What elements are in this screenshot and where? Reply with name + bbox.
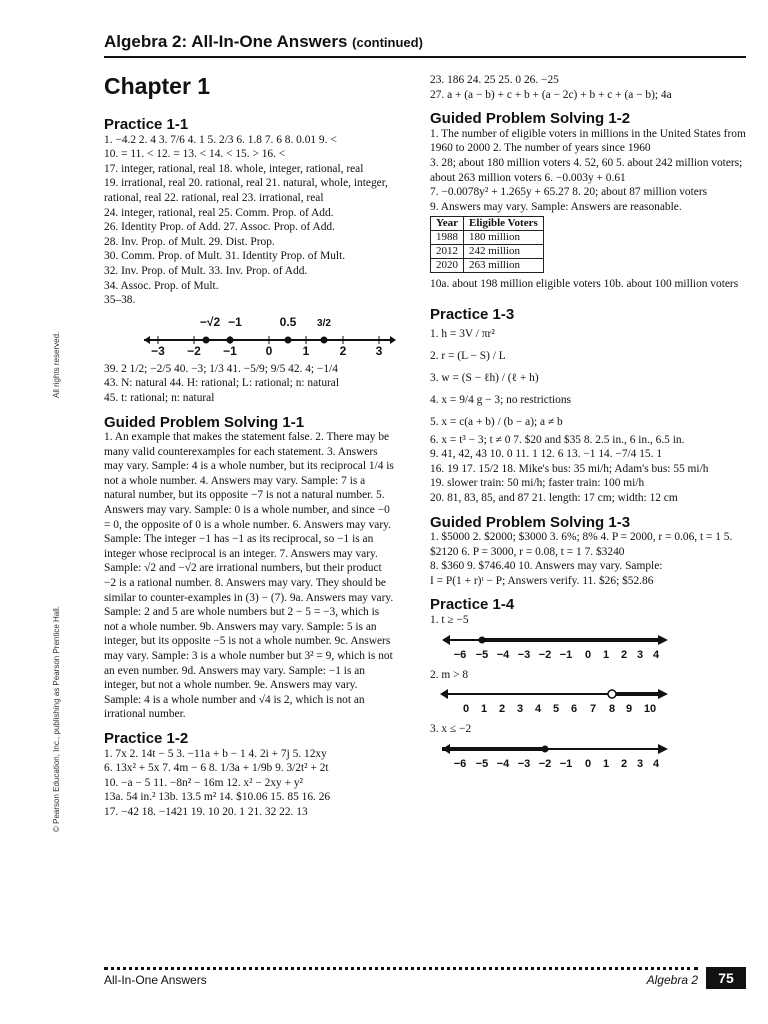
- answer-line: 6. 13x² + 5x 7. 4m − 6 8. 1/3a + 1/9b 9. 3/2t² + 2t: [104, 762, 329, 775]
- table-row: [431, 245, 544, 259]
- answer-line: 5. x = c(a + b) / (b − a); a ≠ b: [430, 415, 563, 428]
- answer-line: 19. slower train: 50 mi/h; faster train: 100 mi/h: [430, 477, 645, 490]
- footer-course: Algebra 2: [646, 973, 698, 987]
- answer-line: 28. Inv. Prop. of Mult. 29. Dist. Prop.: [104, 235, 275, 248]
- tick-label: 9: [625, 703, 633, 716]
- section-title-gps-1-1: Guided Problem Solving 1-1: [104, 413, 305, 431]
- copyright-notice: © Pearson Education, Inc., publishing as Pearson Prentice Hall.: [52, 605, 61, 832]
- tick-label: −2: [538, 648, 552, 661]
- section-title-practice-1-1: Practice 1-1: [104, 116, 189, 133]
- answer-line: 3. w = (S − ℓh) / (ℓ + h): [430, 371, 539, 384]
- answer-line: 3. 28; about 180 million voters 4. 52, 60 5. about 242 million voters; about 263 million voters 6. −0.003y + 0.61: [430, 156, 743, 184]
- answer-line: 9. Answers may vary. Sample: Answers are reasonable.: [430, 200, 682, 213]
- tick-label: 4: [652, 648, 660, 661]
- tick-label: 3: [636, 648, 644, 661]
- left-column: [104, 118, 396, 820]
- tick-label: 1: [602, 648, 610, 661]
- answer-line: 4. x = 9/4 g − 3; no restrictions: [430, 393, 571, 406]
- table-row: [431, 259, 544, 273]
- footer-dotted-rule: [104, 967, 698, 970]
- table-cell: 2012: [431, 245, 464, 259]
- header-rule: [104, 56, 746, 58]
- answer-line: 34. Assoc. Prop. of Mult.: [104, 279, 219, 292]
- answer-line: 24. integer, rational, real 25. Comm. Prop. of Add.: [104, 206, 334, 219]
- header-title: Algebra 2: All-In-One Answers: [104, 32, 348, 51]
- tick-label: 5: [552, 703, 560, 716]
- tick-label: 1: [302, 343, 310, 356]
- answer-line: 1. h = 3V / πr²: [430, 327, 495, 340]
- answer-paragraph: 1. An example that makes the statement false. 2. There may be many valid counterexamples for each statement. 3. Answers may vary. Sample: 4 is a whole number, but its reciprocal 1/4 is not a whole number. 4. Answers may vary. Sample: 7 is a natural number, but its opposite −7 is not a natural number. 5. Answers may vary. Sample: 0 is a whole number, and since −0 = 0, the opposite of 0 is a whole number. 6. Answers may vary. Sample: The integer −1 has −1 as its reciprocal, so −1 is an integer whose reciprocal is an integer. 7. Answers may vary. Sample: √2 and −√2 are irrational numbers, but their product −2 is a rational number. 8. Answers may vary. They should be similar to counter-examples in (3) − (7). 9a. Answers may vary. Sample: 2 and 5 are whole numbers but 2 − 5 = −3, which is not a whole number. 9b. Answers may vary. Sample: 5 is an integer, but its opposite −5 is not a whole number. 9c. Answers may vary. Sample: 3 is a whole number but 3² = 9, which is not an even number. 9d. Answers may vary. Sample: −1 is an integer, but not a whole number. 9e. Answers may vary. Sample: 4 is a whole number and √4 is 2, which is not an irrational number.: [104, 431, 394, 721]
- answer-line: 7. −0.0078y² + 1.265y + 65.27 8. 20; about 87 million voters: [430, 186, 708, 199]
- point-label: 0.5: [279, 314, 297, 329]
- answer-line: 10a. about 198 million eligible voters 10b. about 100 million voters: [430, 278, 739, 291]
- answer-line: 32. Inv. Prop. of Mult. 33. Inv. Prop. of Add.: [104, 264, 308, 277]
- answer-line: 2. m > 8: [430, 668, 469, 681]
- footer-book-title: All-In-One Answers: [104, 973, 207, 987]
- answer-line: 1. −4.2 2. 4 3. 7/6 4. 1 5. 2/3 6. 1.8 7. 6 8. 0.01 9. <: [104, 133, 337, 146]
- table-row: [431, 231, 544, 245]
- tick-label: 2: [620, 757, 628, 770]
- rights-notice: All rights reserved.: [52, 331, 61, 398]
- tick-label: 3: [375, 343, 383, 356]
- tick-label: 7: [589, 703, 597, 716]
- answer-line: 39. 2 1/2; −2/5 40. −3; 1/3 41. −5/9; 9/5 42. 4; −1/4: [104, 362, 338, 375]
- answer-line: 19. irrational, real 20. rational, real 21. natural, whole, integer, rational, real 22. rational, real 23. irrational, real: [104, 177, 388, 204]
- answer-line: 1. The number of eligible voters in millions in the United States from 1960 to 2000 2. The number of years since 1960: [430, 127, 746, 155]
- answer-line: 23. 186 24. 25 25. 0 26. −25: [430, 74, 559, 86]
- answer-line: 35–38.: [104, 294, 136, 307]
- answer-line: 20. 81, 83, 85, and 87 21. length: 17 cm; width: 12 cm: [430, 491, 678, 504]
- section-title-gps-1-2: Guided Problem Solving 1-2: [430, 110, 631, 128]
- tick-label: 4: [652, 757, 660, 770]
- answer-line: 27. a + (a − b) + c + b + (a − 2c) + b + c + (a − b); 4a: [430, 88, 672, 101]
- table-cell: 1988: [431, 231, 464, 245]
- table-cell: 263 million: [464, 259, 544, 273]
- answer-line: 45. t: rational; n: natural: [104, 391, 215, 404]
- point-label: −1: [228, 314, 242, 329]
- answer-line: 26. Identity Prop. of Add. 27. Assoc. Prop. of Add.: [104, 221, 335, 234]
- right-column: [430, 73, 752, 771]
- plotted-point: [321, 336, 328, 343]
- tick-label: −5: [475, 757, 489, 770]
- tick-label: 10: [643, 703, 657, 716]
- tick-label: 0: [584, 757, 592, 770]
- tick-label: 1: [602, 757, 610, 770]
- answer-line: 2. r = (L − S) / L: [430, 349, 506, 362]
- tick-label: 8: [608, 703, 616, 716]
- number-line-m-gt-8: [430, 682, 670, 716]
- tick-label: 2: [339, 343, 347, 356]
- answer-line: 1. $5000 2. $2000; $3000 3. 6%; 8% 4. P = 2000, r = 0.06, t = 1 5. $2120 6. P = 3000, r = 0.08, t = 1 7. $3240: [430, 531, 733, 558]
- section-title-practice-1-2: Practice 1-2: [104, 729, 189, 747]
- tick-label: 0: [584, 648, 592, 661]
- page-number: 75: [706, 967, 746, 989]
- tick-label: −2: [538, 757, 552, 770]
- running-header: [104, 32, 423, 52]
- number-line-x-leq-neg2: [430, 737, 670, 771]
- answer-line: 43. N: natural 44. H: rational; L: rational; n: natural: [104, 377, 340, 390]
- tick-label: −6: [453, 757, 467, 770]
- section-title-practice-1-4: Practice 1-4: [430, 596, 515, 614]
- closed-endpoint: [542, 745, 549, 752]
- tick-label: 1: [480, 703, 488, 716]
- tick-label: −3: [517, 757, 531, 770]
- answer-line: 17. −42 18. −1421 19. 10 20. 1 21. 32 22. 13: [104, 805, 308, 818]
- answer-line: 10. = 11. < 12. = 13. < 14. < 15. > 16. <: [104, 148, 286, 161]
- point-label: −√2: [199, 314, 221, 329]
- answer-line: I = P(1 + r)ᵗ − P; Answers verify. 11. $26; $52.86: [430, 574, 654, 587]
- tick-label: 4: [534, 703, 542, 716]
- section-title-practice-1-3: Practice 1-3: [430, 305, 515, 323]
- tick-label: 3: [636, 757, 644, 770]
- answer-line: 1. 7x 2. 14t − 5 3. −11a + b − 1 4. 2i + 7j 5. 12xy: [104, 747, 327, 760]
- answer-line: 13a. 54 in.² 13b. 13.5 m² 14. $10.06 15. 85 16. 26: [104, 791, 331, 804]
- tick-label: −3: [517, 648, 531, 661]
- tick-label: 6: [570, 703, 578, 716]
- number-line-35-38: [104, 308, 396, 356]
- table-header: Year: [431, 217, 464, 231]
- tick-label: −1: [223, 343, 237, 356]
- answer-line: 17. integer, rational, real 18. whole, integer, rational, real: [104, 162, 364, 175]
- header-continued: (continued): [352, 35, 423, 50]
- tick-label: −4: [496, 757, 510, 770]
- chapter-title: Chapter 1: [104, 73, 211, 99]
- answer-line: 10. −a − 5 11. −8n² − 16m 12. x² − 2xy + y²: [104, 776, 303, 789]
- answer-line: 1. t ≥ −5: [430, 614, 469, 627]
- tick-label: −3: [151, 343, 165, 356]
- plotted-point: [285, 336, 292, 343]
- tick-label: −5: [475, 648, 489, 661]
- section-title-gps-1-3: Guided Problem Solving 1-3: [430, 513, 631, 531]
- tick-label: −1: [559, 648, 573, 661]
- point-label: 3/2: [317, 317, 331, 329]
- tick-label: 0: [265, 343, 273, 356]
- closed-endpoint: [479, 636, 486, 643]
- table-cell: 242 million: [464, 245, 544, 259]
- tick-label: −6: [453, 648, 467, 661]
- tick-label: −1: [559, 757, 573, 770]
- tick-label: −2: [187, 343, 201, 356]
- table-cell: 180 million: [464, 231, 544, 245]
- tick-label: 0: [462, 703, 470, 716]
- answer-line: 6. x = t³ − 3; t ≠ 0 7. $20 and $35 8. 2.5 in., 6 in., 6.5 in.: [430, 433, 685, 446]
- answer-line: 3. x ≤ −2: [430, 723, 472, 736]
- answer-line: 30. Comm. Prop. of Mult. 31. Identity Prop. of Mult.: [104, 250, 346, 263]
- answer-line: 8. $360 9. $746.40 10. Answers may vary. Sample:: [430, 560, 663, 573]
- eligible-voters-table: [430, 216, 544, 273]
- open-endpoint: [608, 690, 616, 698]
- number-line-t-geq-neg5: [430, 628, 670, 662]
- table-header: Eligible Voters: [464, 217, 544, 231]
- table-cell: 2020: [431, 259, 464, 273]
- tick-label: 3: [516, 703, 524, 716]
- tick-label: −4: [496, 648, 510, 661]
- tick-label: 2: [620, 648, 628, 661]
- plotted-point: [203, 336, 210, 343]
- tick-label: 2: [498, 703, 506, 716]
- answer-line: 9. 41, 42, 43 10. 0 11. 1 12. 6 13. −1 14. −7/4 15. 1: [430, 448, 663, 461]
- plotted-point: [227, 336, 234, 343]
- answer-line: 16. 19 17. 15/2 18. Mike's bus: 35 mi/h; Adam's bus: 55 mi/h: [430, 462, 709, 475]
